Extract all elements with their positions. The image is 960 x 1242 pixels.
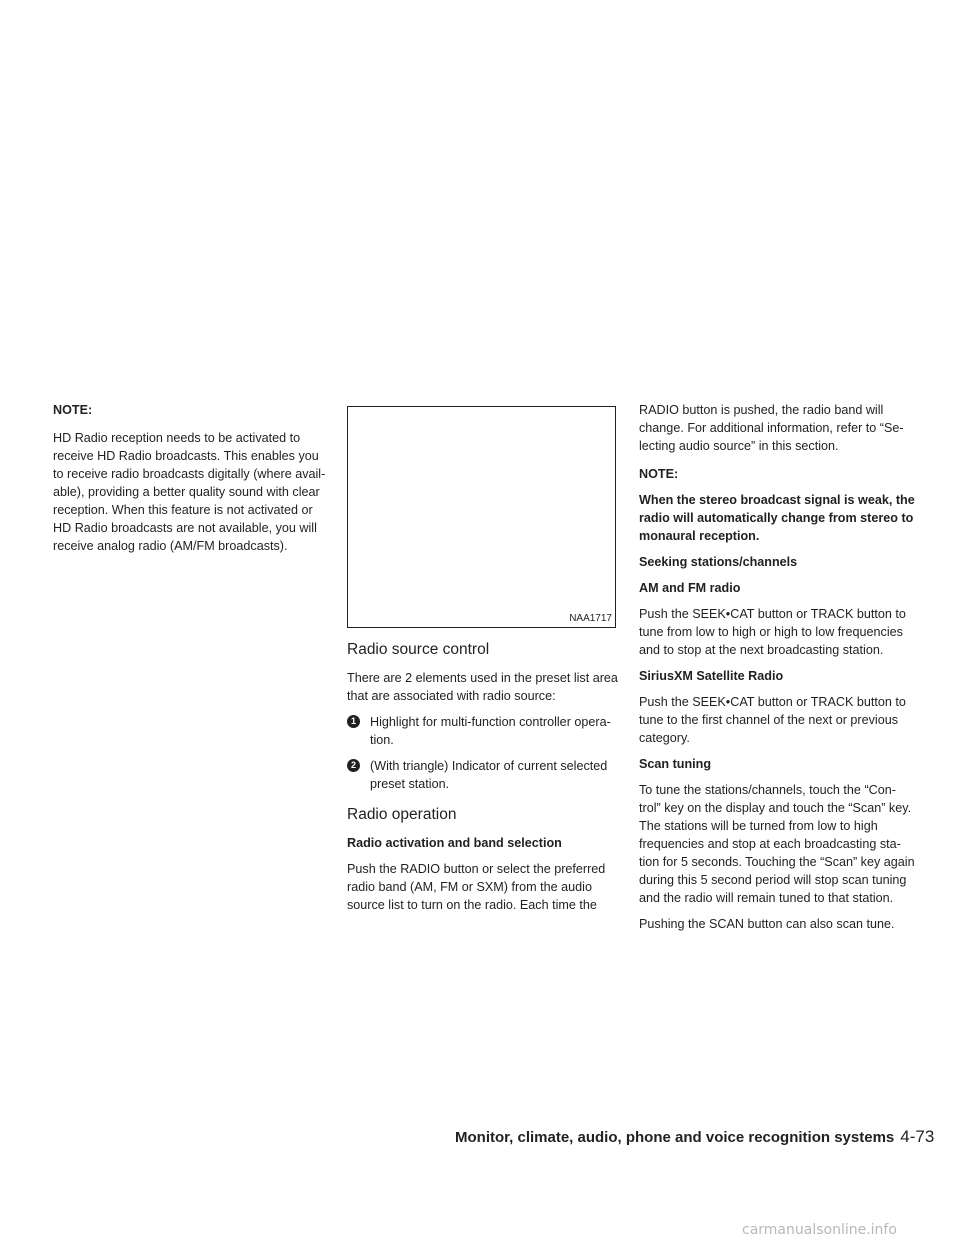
figure-id: NAA1717 xyxy=(569,613,612,624)
right-column xyxy=(639,401,915,933)
list-item-text: Highlight for multi-function controller opera-tion. xyxy=(370,715,611,747)
sirius-text: Push the SEEK•CAT button or TRACK button to tune to the first channel of the next or previous category. xyxy=(639,695,906,745)
continued-text: RADIO button is pushed, the radio band will change. For additional information, refer to “Se-lecting audio source” in this section. xyxy=(639,403,904,453)
list-item xyxy=(347,757,621,793)
sirius-heading: SiriusXM Satellite Radio xyxy=(639,669,784,683)
am-fm-text: Push the SEEK•CAT button or TRACK button to tune from low to high or high to low frequencies and to stop at the next broadcasting station. xyxy=(639,607,906,657)
radio-operation-heading: Radio operation xyxy=(347,806,457,823)
scan-heading: Scan tuning xyxy=(639,757,712,771)
scan-text: To tune the stations/channels, touch the “Con-trol” key on the display and touch the “Scan” key. The stations will be turned from low to high frequencies and stop at each broadcasting sta-tion for 5 seconds. Touching the “Scan” key again during this 5 second period will stop scan tuning and the radio will remain tuned to that station. xyxy=(639,783,915,905)
note-label: NOTE: xyxy=(639,467,679,481)
stereo-note-text: When the stereo broadcast signal is weak, the radio will automatically change from stereo to monaural reception. xyxy=(639,493,915,543)
number-badge: 2 xyxy=(347,759,360,772)
list-item-text: (With triangle) Indicator of current selected preset station. xyxy=(370,759,608,791)
am-fm-heading: AM and FM radio xyxy=(639,581,741,595)
radio-source-heading: Radio source control xyxy=(347,641,490,658)
figure-image xyxy=(347,406,616,628)
watermark: carmanualsonline.info xyxy=(742,1222,897,1238)
seeking-heading: Seeking stations/channels xyxy=(639,555,798,569)
activation-text: Push the RADIO button or select the preferred radio band (AM, FM or SXM) from the audio source list to turn on the radio. Each time the xyxy=(347,862,606,912)
section-title: Monitor, climate, audio, phone and voice recognition systems xyxy=(455,1129,895,1146)
left-column xyxy=(53,401,331,555)
scan-button-text: Pushing the SCAN button can also scan tune. xyxy=(639,917,895,931)
note-label: NOTE: xyxy=(53,403,93,417)
radio-source-intro: There are 2 elements used in the preset list area that are associated with radio source: xyxy=(347,671,618,703)
list-item xyxy=(347,713,621,749)
activation-subheading: Radio activation and band selection xyxy=(347,836,562,850)
page-footer xyxy=(455,1127,935,1148)
number-badge: 1 xyxy=(347,715,360,728)
hd-radio-note-text: HD Radio reception needs to be activated to receive HD Radio broadcasts. This enables you to receive radio broadcasts digitally (where avail-able), providing a better quality sound with clear reception. When this feature is not activated or HD Radio broadcasts are not available, you will receive analog radio (AM/FM broadcasts). xyxy=(53,431,326,553)
middle-column xyxy=(347,406,621,914)
page-number: 4-73 xyxy=(900,1127,935,1146)
